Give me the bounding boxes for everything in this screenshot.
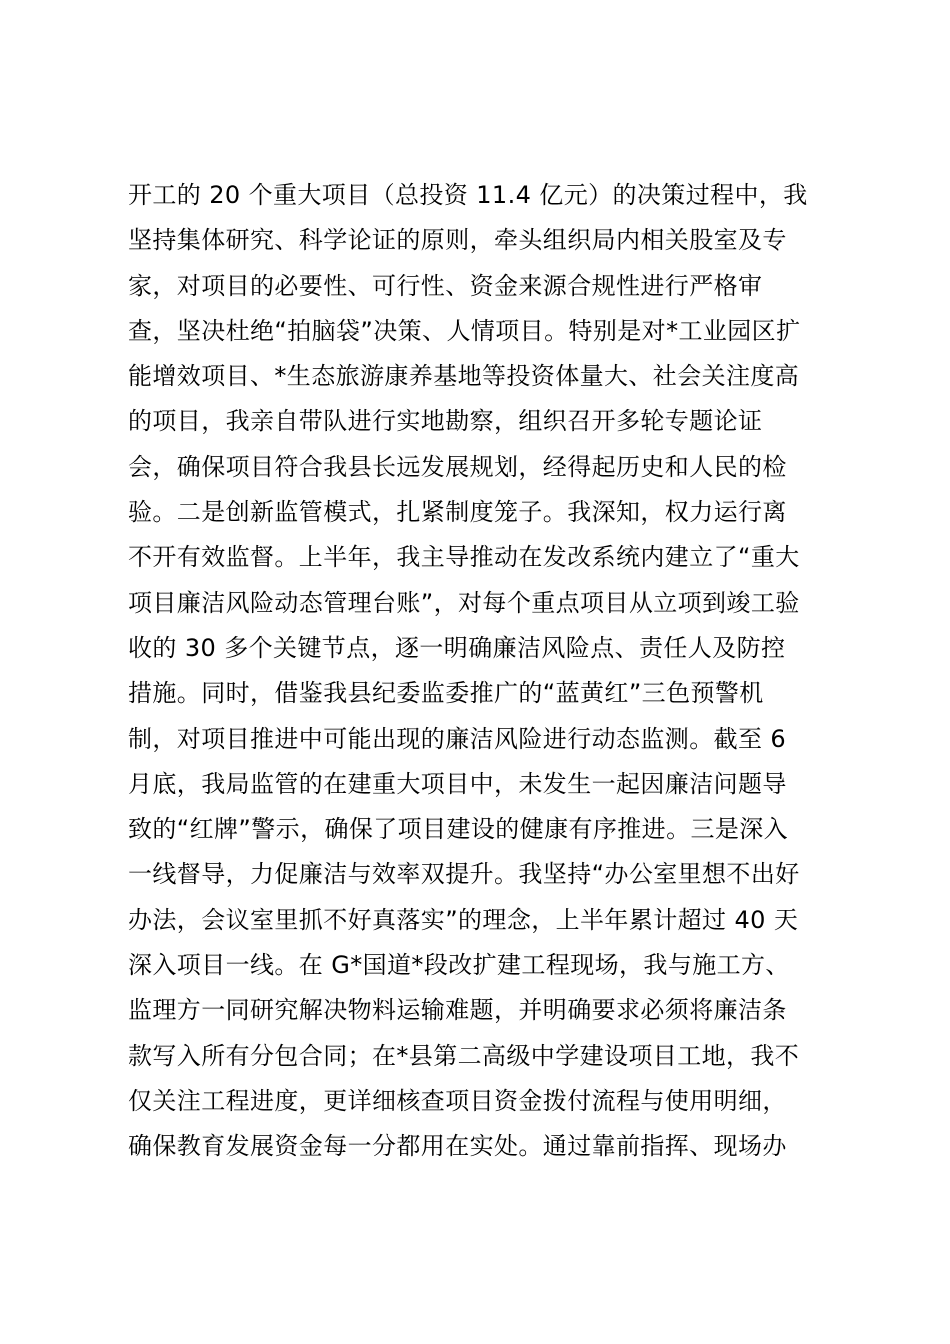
text-line: 验。二是创新监管模式，扎紧制度笼子。我深知，权力运行离 [128,498,787,527]
text-line: 监理方一同研究解决物料运输难题，并明确要求必须将廉洁条 [128,996,787,1025]
text-line: 款写入所有分包合同；在*县第二高级中学建设项目工地，我不 [128,1041,800,1070]
text-line: 收的 30 多个关键节点，逐一明确廉洁风险点、责任人及防控 [128,633,786,662]
body-paragraph [128,173,838,1170]
text-line: 查，坚决杜绝“拍脑袋”决策、人情项目。特别是对*工业园区扩 [128,316,801,345]
text-line: 仅关注工程进度，更详细核查项目资金拨付流程与使用明细， [128,1086,787,1115]
text-line: 不开有效监督。上半年，我主导推动在发改系统内建立了“重大 [128,543,800,572]
text-line: 致的“红牌”警示，确保了项目建设的健康有序推进。三是深入 [128,815,789,844]
text-line: 月底，我局监管的在建重大项目中，未发生一起因廉洁问题导 [128,769,787,798]
text-line: 项目廉洁风险动态管理台账”，对每个重点项目从立项到竣工验 [128,588,800,617]
text-line: 确保教育发展资金每一分都用在实处。通过靠前指挥、现场办 [128,1132,787,1161]
text-line: 坚持集体研究、科学论证的原则，牵头组织局内相关股室及专 [128,226,787,255]
text-line: 办法，会议室里抓不好真落实”的理念，上半年累计超过 40 天 [128,905,799,934]
text-line: 措施。同时，借鉴我县纪委监委推广的“蓝黄红”三色预警机 [128,679,764,708]
text-line: 会，确保项目符合我县长远发展规划，经得起历史和人民的检 [128,452,787,481]
text-line: 制，对项目推进中可能出现的廉洁风险进行动态监测。截至 6 [128,724,787,753]
text-line: 家，对项目的必要性、可行性、资金来源合规性进行严格审 [128,271,763,300]
text-line: 一线督导，力促廉洁与效率双提升。我坚持“办公室里想不出好 [128,860,800,889]
text-line: 的项目，我亲自带队进行实地勘察，组织召开多轮专题论证 [128,407,763,436]
text-line: 能增效项目、*生态旅游康养基地等投资体量大、社会关注度高 [128,362,800,391]
text-line: 深入项目一线。在 G*国道*段改扩建工程现场，我与施工方、 [128,951,790,980]
text-line: 开工的 20 个重大项目（总投资 11.4 亿元）的决策过程中，我 [128,181,808,209]
